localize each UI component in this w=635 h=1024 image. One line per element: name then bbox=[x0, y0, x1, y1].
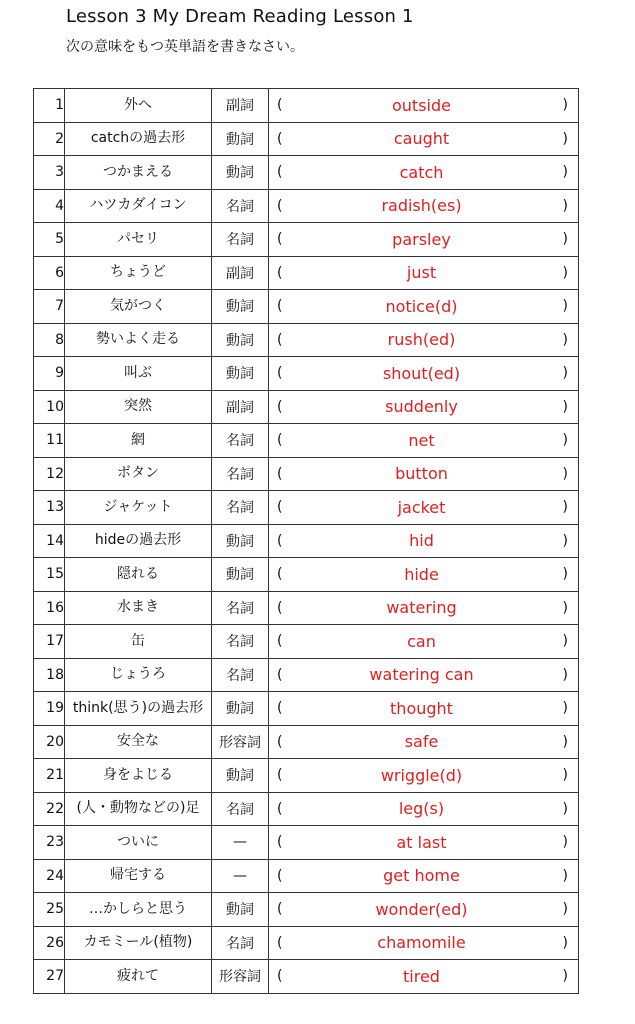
japanese-meaning: ボタン bbox=[65, 457, 212, 491]
open-paren: ( bbox=[277, 398, 283, 415]
row-number: 21 bbox=[34, 759, 65, 793]
japanese-meaning: 身をよじる bbox=[65, 759, 212, 793]
answer-cell bbox=[269, 491, 579, 525]
answer-word: leg(s) bbox=[398, 799, 445, 819]
page-title: Lesson 3 My Dream Reading Lesson 1 bbox=[66, 6, 414, 27]
japanese-meaning: …かしらと思う bbox=[65, 893, 212, 927]
answer-cell bbox=[269, 290, 579, 324]
answer-cell bbox=[269, 189, 579, 223]
answer-word: hide bbox=[404, 564, 439, 584]
japanese-meaning: 帰宅する bbox=[65, 859, 212, 893]
open-paren: ( bbox=[277, 432, 283, 449]
table-row bbox=[34, 591, 579, 625]
part-of-speech: 名詞 bbox=[212, 189, 269, 223]
table-row bbox=[34, 323, 579, 357]
japanese-meaning: hideの過去形 bbox=[65, 524, 212, 558]
close-paren: ) bbox=[562, 901, 568, 918]
part-of-speech: — bbox=[212, 826, 269, 860]
close-paren: ) bbox=[562, 532, 568, 549]
part-of-speech: 動詞 bbox=[212, 524, 269, 558]
row-number: 16 bbox=[34, 591, 65, 625]
answer-word: thought bbox=[390, 698, 453, 718]
answer-cell bbox=[269, 826, 579, 860]
part-of-speech: — bbox=[212, 859, 269, 893]
table-row bbox=[34, 256, 579, 290]
answer-cell bbox=[269, 759, 579, 793]
open-paren: ( bbox=[277, 901, 283, 918]
row-number: 13 bbox=[34, 491, 65, 525]
close-paren: ) bbox=[562, 700, 568, 717]
row-number: 18 bbox=[34, 658, 65, 692]
row-number: 2 bbox=[34, 122, 65, 156]
vocabulary-table bbox=[33, 88, 579, 994]
table-row bbox=[34, 290, 579, 324]
close-paren: ) bbox=[562, 197, 568, 214]
table-row bbox=[34, 89, 579, 123]
answer-word: chamomile bbox=[377, 933, 466, 953]
close-paren: ) bbox=[562, 666, 568, 683]
close-paren: ) bbox=[562, 934, 568, 951]
row-number: 7 bbox=[34, 290, 65, 324]
table-row bbox=[34, 457, 579, 491]
answer-word: hid bbox=[409, 531, 434, 551]
open-paren: ( bbox=[277, 97, 283, 114]
answer-word: at last bbox=[396, 832, 447, 852]
close-paren: ) bbox=[562, 566, 568, 583]
row-number: 15 bbox=[34, 558, 65, 592]
close-paren: ) bbox=[562, 499, 568, 516]
close-paren: ) bbox=[562, 398, 568, 415]
instruction-text: 次の意味をもつ英単語を書きなさい。 bbox=[66, 39, 304, 55]
answer-word: net bbox=[408, 430, 435, 450]
japanese-meaning: 外へ bbox=[65, 89, 212, 123]
answer-cell bbox=[269, 457, 579, 491]
japanese-meaning: カモミール(植物) bbox=[65, 926, 212, 960]
part-of-speech: 名詞 bbox=[212, 591, 269, 625]
japanese-meaning: 水まき bbox=[65, 591, 212, 625]
part-of-speech: 名詞 bbox=[212, 457, 269, 491]
japanese-meaning: catchの過去形 bbox=[65, 122, 212, 156]
answer-word: jacket bbox=[397, 497, 446, 517]
open-paren: ( bbox=[277, 532, 283, 549]
answer-cell bbox=[269, 424, 579, 458]
part-of-speech: 動詞 bbox=[212, 156, 269, 190]
answer-word: can bbox=[407, 631, 436, 651]
answer-word: tired bbox=[403, 966, 440, 986]
table-row bbox=[34, 357, 579, 391]
close-paren: ) bbox=[562, 432, 568, 449]
answer-cell bbox=[269, 893, 579, 927]
part-of-speech: 動詞 bbox=[212, 290, 269, 324]
row-number: 9 bbox=[34, 357, 65, 391]
answer-cell bbox=[269, 524, 579, 558]
open-paren: ( bbox=[277, 231, 283, 248]
part-of-speech: 動詞 bbox=[212, 323, 269, 357]
table-row bbox=[34, 558, 579, 592]
answer-cell bbox=[269, 658, 579, 692]
open-paren: ( bbox=[277, 733, 283, 750]
close-paren: ) bbox=[562, 633, 568, 650]
table-row bbox=[34, 390, 579, 424]
table-row bbox=[34, 826, 579, 860]
answer-cell bbox=[269, 692, 579, 726]
close-paren: ) bbox=[562, 465, 568, 482]
answer-word: suddenly bbox=[385, 397, 458, 417]
answer-word: watering bbox=[386, 598, 457, 618]
answer-cell bbox=[269, 558, 579, 592]
part-of-speech: 名詞 bbox=[212, 625, 269, 659]
part-of-speech: 名詞 bbox=[212, 792, 269, 826]
part-of-speech: 名詞 bbox=[212, 223, 269, 257]
table-row bbox=[34, 524, 579, 558]
part-of-speech: 動詞 bbox=[212, 893, 269, 927]
answer-word: just bbox=[406, 263, 437, 283]
japanese-meaning: 疲れて bbox=[65, 960, 212, 994]
row-number: 1 bbox=[34, 89, 65, 123]
row-number: 5 bbox=[34, 223, 65, 257]
table-row bbox=[34, 625, 579, 659]
answer-word: outside bbox=[392, 95, 451, 115]
open-paren: ( bbox=[277, 164, 283, 181]
close-paren: ) bbox=[562, 331, 568, 348]
answer-cell bbox=[269, 591, 579, 625]
table-row bbox=[34, 156, 579, 190]
table-row bbox=[34, 424, 579, 458]
open-paren: ( bbox=[277, 633, 283, 650]
answer-word: parsley bbox=[392, 229, 451, 249]
row-number: 25 bbox=[34, 893, 65, 927]
answer-word: catch bbox=[399, 162, 444, 182]
part-of-speech: 名詞 bbox=[212, 491, 269, 525]
part-of-speech: 副詞 bbox=[212, 256, 269, 290]
row-number: 4 bbox=[34, 189, 65, 223]
part-of-speech: 副詞 bbox=[212, 89, 269, 123]
answer-cell bbox=[269, 122, 579, 156]
japanese-meaning: ジャケット bbox=[65, 491, 212, 525]
japanese-meaning: ハツカダイコン bbox=[65, 189, 212, 223]
answer-word: shout(ed) bbox=[382, 363, 461, 383]
part-of-speech: 動詞 bbox=[212, 692, 269, 726]
close-paren: ) bbox=[562, 867, 568, 884]
japanese-meaning: 網 bbox=[65, 424, 212, 458]
table-row bbox=[34, 122, 579, 156]
japanese-meaning: 突然 bbox=[65, 390, 212, 424]
answer-word: button bbox=[395, 464, 448, 484]
japanese-meaning: 安全な bbox=[65, 725, 212, 759]
answer-cell bbox=[269, 323, 579, 357]
open-paren: ( bbox=[277, 599, 283, 616]
part-of-speech: 動詞 bbox=[212, 357, 269, 391]
row-number: 24 bbox=[34, 859, 65, 893]
vocabulary-table-body bbox=[34, 89, 579, 994]
answer-cell bbox=[269, 625, 579, 659]
answer-cell bbox=[269, 357, 579, 391]
answer-cell bbox=[269, 89, 579, 123]
row-number: 22 bbox=[34, 792, 65, 826]
answer-word: watering can bbox=[369, 665, 474, 685]
close-paren: ) bbox=[562, 164, 568, 181]
close-paren: ) bbox=[562, 365, 568, 382]
open-paren: ( bbox=[277, 767, 283, 784]
close-paren: ) bbox=[562, 968, 568, 985]
table-row bbox=[34, 189, 579, 223]
close-paren: ) bbox=[562, 767, 568, 784]
open-paren: ( bbox=[277, 666, 283, 683]
row-number: 8 bbox=[34, 323, 65, 357]
japanese-meaning: じょうろ bbox=[65, 658, 212, 692]
part-of-speech: 動詞 bbox=[212, 122, 269, 156]
japanese-meaning: ついに bbox=[65, 826, 212, 860]
open-paren: ( bbox=[277, 365, 283, 382]
answer-cell bbox=[269, 390, 579, 424]
answer-word: notice(d) bbox=[385, 296, 458, 316]
row-number: 19 bbox=[34, 692, 65, 726]
japanese-meaning: 叫ぶ bbox=[65, 357, 212, 391]
close-paren: ) bbox=[562, 231, 568, 248]
answer-word: rush(ed) bbox=[387, 330, 456, 350]
close-paren: ) bbox=[562, 599, 568, 616]
open-paren: ( bbox=[277, 499, 283, 516]
part-of-speech: 形容詞 bbox=[212, 725, 269, 759]
open-paren: ( bbox=[277, 465, 283, 482]
answer-cell bbox=[269, 156, 579, 190]
close-paren: ) bbox=[562, 298, 568, 315]
part-of-speech: 動詞 bbox=[212, 759, 269, 793]
open-paren: ( bbox=[277, 800, 283, 817]
answer-cell bbox=[269, 223, 579, 257]
part-of-speech: 副詞 bbox=[212, 390, 269, 424]
close-paren: ) bbox=[562, 130, 568, 147]
close-paren: ) bbox=[562, 264, 568, 281]
japanese-meaning: つかまえる bbox=[65, 156, 212, 190]
table-row bbox=[34, 926, 579, 960]
row-number: 23 bbox=[34, 826, 65, 860]
row-number: 26 bbox=[34, 926, 65, 960]
answer-word: get home bbox=[383, 866, 460, 886]
table-row bbox=[34, 692, 579, 726]
answer-cell bbox=[269, 926, 579, 960]
part-of-speech: 名詞 bbox=[212, 926, 269, 960]
table-row bbox=[34, 725, 579, 759]
row-number: 6 bbox=[34, 256, 65, 290]
close-paren: ) bbox=[562, 97, 568, 114]
japanese-meaning: 隠れる bbox=[65, 558, 212, 592]
japanese-meaning: 勢いよく走る bbox=[65, 323, 212, 357]
open-paren: ( bbox=[277, 130, 283, 147]
table-row bbox=[34, 658, 579, 692]
japanese-meaning: 缶 bbox=[65, 625, 212, 659]
japanese-meaning: ちょうど bbox=[65, 256, 212, 290]
row-number: 17 bbox=[34, 625, 65, 659]
close-paren: ) bbox=[562, 733, 568, 750]
open-paren: ( bbox=[277, 700, 283, 717]
japanese-meaning: 気がつく bbox=[65, 290, 212, 324]
answer-cell bbox=[269, 725, 579, 759]
open-paren: ( bbox=[277, 264, 283, 281]
japanese-meaning: (人・動物などの)足 bbox=[65, 792, 212, 826]
row-number: 11 bbox=[34, 424, 65, 458]
answer-cell bbox=[269, 792, 579, 826]
table-row bbox=[34, 960, 579, 994]
answer-cell bbox=[269, 859, 579, 893]
open-paren: ( bbox=[277, 934, 283, 951]
answer-cell bbox=[269, 960, 579, 994]
row-number: 27 bbox=[34, 960, 65, 994]
close-paren: ) bbox=[562, 800, 568, 817]
table-row bbox=[34, 759, 579, 793]
table-row bbox=[34, 893, 579, 927]
answer-word: wonder(ed) bbox=[375, 899, 468, 919]
open-paren: ( bbox=[277, 968, 283, 985]
row-number: 14 bbox=[34, 524, 65, 558]
answer-word: safe bbox=[404, 732, 439, 752]
part-of-speech: 名詞 bbox=[212, 424, 269, 458]
open-paren: ( bbox=[277, 566, 283, 583]
row-number: 3 bbox=[34, 156, 65, 190]
table-row bbox=[34, 792, 579, 826]
answer-word: wriggle(d) bbox=[380, 765, 463, 785]
row-number: 20 bbox=[34, 725, 65, 759]
table-row bbox=[34, 859, 579, 893]
part-of-speech: 動詞 bbox=[212, 558, 269, 592]
close-paren: ) bbox=[562, 834, 568, 851]
row-number: 12 bbox=[34, 457, 65, 491]
answer-word: caught bbox=[393, 129, 450, 149]
part-of-speech: 形容詞 bbox=[212, 960, 269, 994]
japanese-meaning: think(思う)の過去形 bbox=[65, 692, 212, 726]
answer-cell bbox=[269, 256, 579, 290]
answer-word: radish(es) bbox=[381, 196, 462, 216]
open-paren: ( bbox=[277, 867, 283, 884]
open-paren: ( bbox=[277, 298, 283, 315]
open-paren: ( bbox=[277, 331, 283, 348]
japanese-meaning: パセリ bbox=[65, 223, 212, 257]
table-row bbox=[34, 223, 579, 257]
row-number: 10 bbox=[34, 390, 65, 424]
open-paren: ( bbox=[277, 197, 283, 214]
part-of-speech: 名詞 bbox=[212, 658, 269, 692]
table-row bbox=[34, 491, 579, 525]
open-paren: ( bbox=[277, 834, 283, 851]
